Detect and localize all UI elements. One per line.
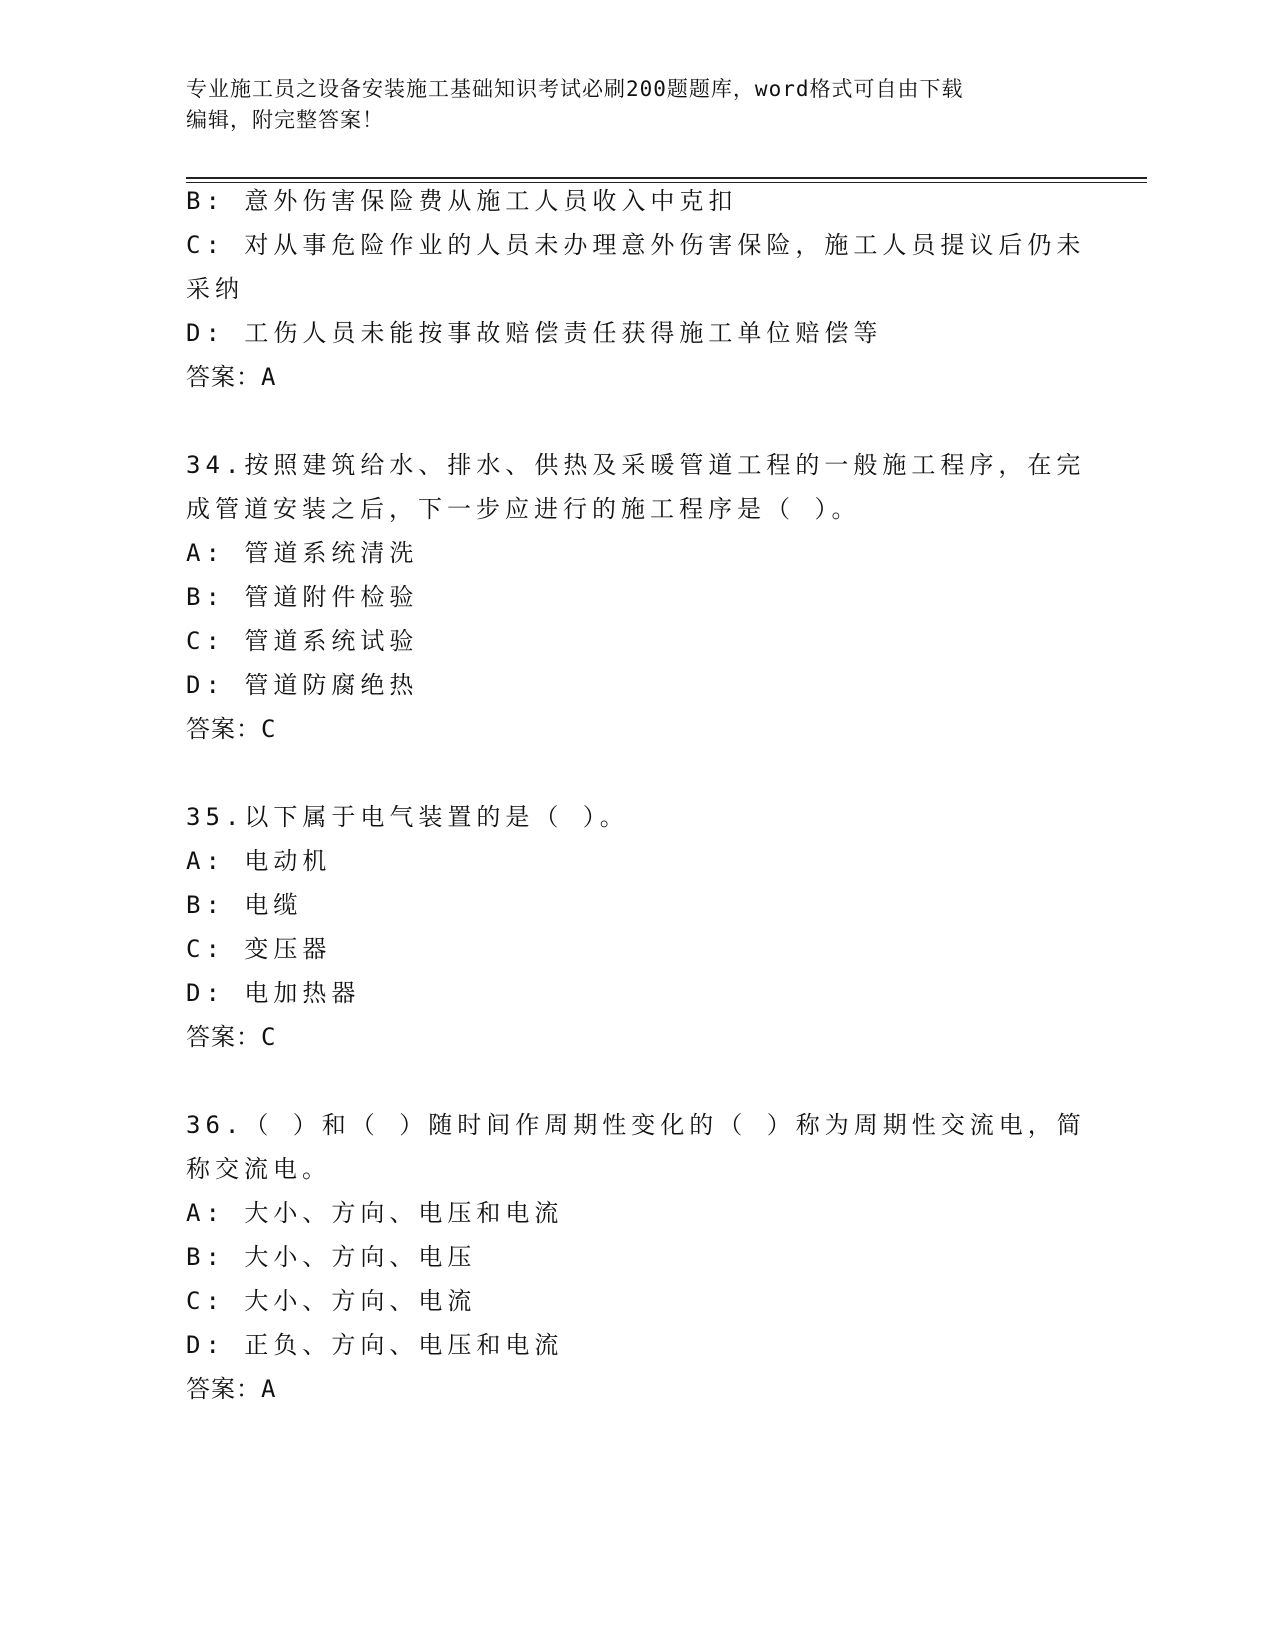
- q36-option-d: D: 正负、方向、电压和电流: [186, 1331, 564, 1359]
- q35-stem: 35.以下属于电气装置的是（ ）。: [186, 803, 629, 831]
- page-header: [186, 74, 1066, 136]
- q36-option-c: C: 大小、方向、电流: [186, 1287, 477, 1315]
- q34-option-a: A: 管道系统清洗: [186, 539, 419, 567]
- prev-question-answer: 答案：A: [186, 363, 277, 391]
- q36-stem-line-2: 称交流电。: [186, 1155, 331, 1183]
- q36-option-b: B: 大小、方向、电压: [186, 1243, 477, 1271]
- q35-option-d: D: 电加热器: [186, 979, 361, 1007]
- q34-stem-line-1: 34.按照建筑给水、排水、供热及采暖管道工程的一般施工程序，在完: [186, 451, 1086, 479]
- q36-option-a: A: 大小、方向、电压和电流: [186, 1199, 564, 1227]
- q35-option-c: C: 变压器: [186, 935, 332, 963]
- q35-answer: 答案：C: [186, 1023, 277, 1051]
- header-title-line-1: 专业施工员之设备安装施工基础知识考试必刷200题题库，word格式可自由下载: [186, 77, 964, 101]
- q34-option-c: C: 管道系统试验: [186, 627, 419, 655]
- prev-question-option-c-line-1: C: 对从事危险作业的人员未办理意外伤害保险，施工人员提议后仍未: [186, 231, 1086, 259]
- q34-answer: 答案：C: [186, 715, 277, 743]
- q34-stem-line-2: 成管道安装之后，下一步应进行的施工程序是（ ）。: [186, 495, 861, 523]
- q36-stem-line-1: 36.（ ）和（ ）随时间作周期性变化的（ ）称为周期性交流电，简: [186, 1111, 1086, 1139]
- prev-question-option-c-line-2: 采纳: [186, 275, 244, 303]
- q34-option-d: D: 管道防腐绝热: [186, 671, 419, 699]
- header-divider-thin: [186, 182, 1147, 183]
- q34-option-b: B: 管道附件检验: [186, 583, 419, 611]
- q35-option-b: B: 电缆: [186, 891, 303, 919]
- prev-question-option-d: D: 工伤人员未能按事故赔偿责任获得施工单位赔偿等: [186, 319, 883, 347]
- q35-option-a: A: 电动机: [186, 847, 332, 875]
- prev-question-option-b: B: 意外伤害保险费从施工人员收入中克扣: [186, 187, 738, 215]
- header-divider-thick: [186, 177, 1147, 179]
- header-title-line-2: 编辑，附完整答案！: [186, 108, 384, 132]
- q36-answer: 答案：A: [186, 1375, 277, 1403]
